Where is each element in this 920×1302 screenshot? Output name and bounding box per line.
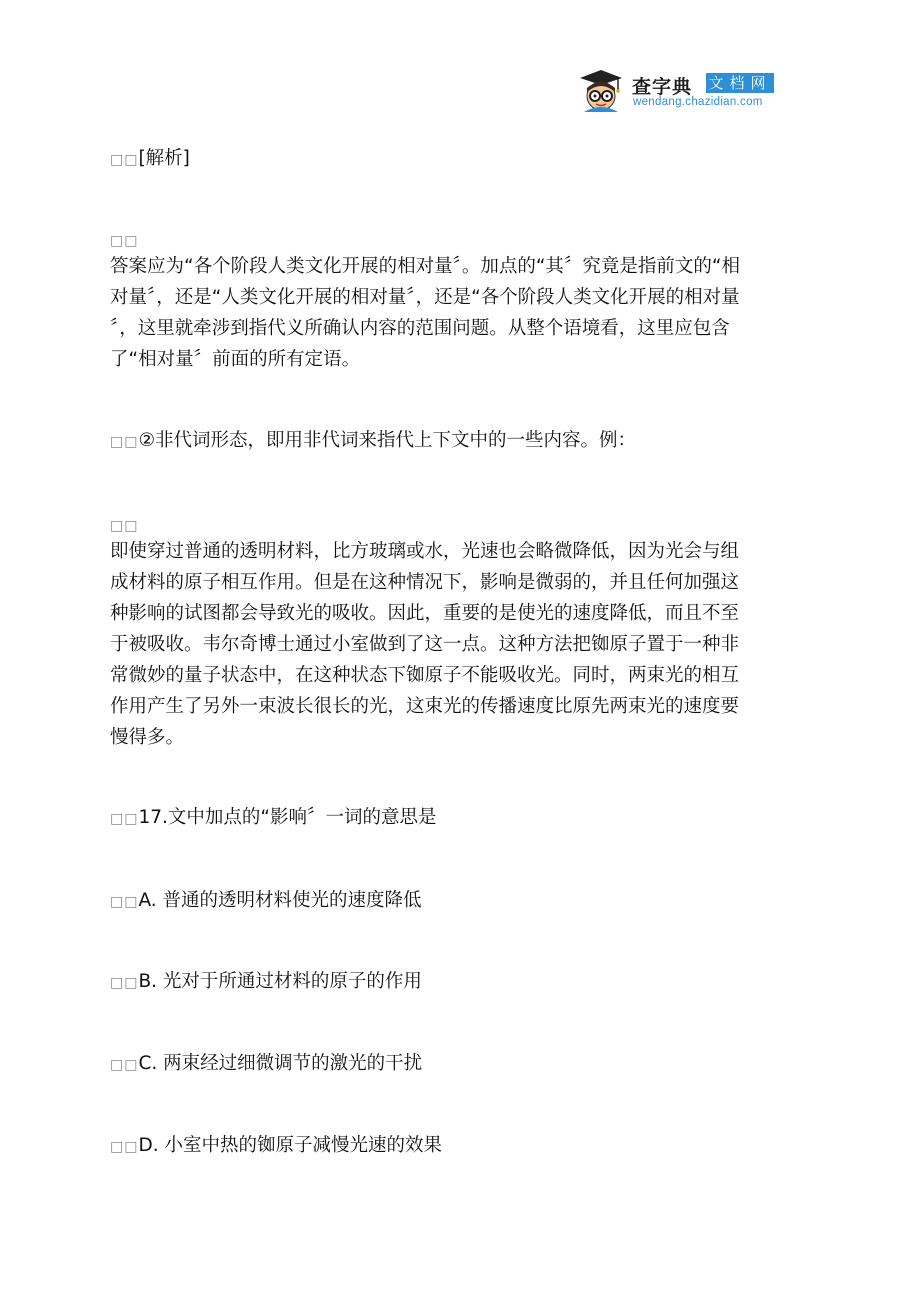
answer-line: 〞，这里就牵涉到指代义所确认内容的范围问题。从整个语境看，这里应包含 — [110, 318, 730, 339]
marker-boxes: □□ — [110, 518, 139, 534]
option-b-text: B. 光对于所通过材料的原子的作用 — [138, 971, 422, 992]
passage-line: 种影响的试图都会导致光的吸收。因此，重要的是使光的速度降低，而且不至 — [110, 603, 740, 624]
option-d[interactable] — [110, 1132, 442, 1161]
marker-boxes: □□ — [110, 152, 139, 168]
answer-line: 答案应为“各个阶段人类文化开展的相对量〞。加点的“其〞究竟是指前文的“相 — [110, 256, 741, 277]
option-a-text: A. 普通的透明材料使光的速度降低 — [138, 890, 422, 911]
mascot-icon — [576, 68, 626, 114]
option-c[interactable] — [110, 1050, 422, 1079]
marker-boxes: □□ — [110, 811, 139, 827]
passage-line: 常微妙的量子状态中，在这种状态下铷原子不能吸收光。同时，两束光的相互 — [110, 665, 740, 686]
passage-line: 即使穿过普通的透明材料，比方玻璃或水，光速也会略微降低，因为光会与组 — [110, 541, 740, 562]
marker-boxes: □□ — [110, 434, 139, 450]
passage-line: 于被吸收。韦尔奇博士通过小室做到了这一点。这种方法把铷原子置于一种非 — [110, 634, 740, 655]
passage-line: 成材料的原子相互作用。但是在这种情况下，影响是微弱的，并且任何加强这 — [110, 572, 740, 593]
option-a[interactable] — [110, 887, 422, 916]
answer-line: 了“相对量〞前面的所有定语。 — [110, 349, 361, 370]
passage-line: 作用产生了另外一束波长很长的光，这束光的传播速度比原先两束光的速度要 — [110, 696, 740, 717]
option-c-text: C. 两束经过细微调节的激光的干扰 — [138, 1053, 423, 1074]
option-b[interactable] — [110, 968, 422, 997]
marker-boxes: □□ — [110, 894, 139, 910]
answer-line: 对量〞，还是“人类文化开展的相对量〞，还是“各个阶段人类文化开展的相对量 — [110, 287, 740, 308]
point2-text: ②非代词形态，即用非代词来指代上下文中的一些内容。例： — [138, 430, 637, 451]
analysis-heading-line — [110, 145, 190, 174]
logo-badge: 文档网 — [706, 73, 774, 93]
site-logo[interactable] — [576, 68, 806, 114]
passage-line: 慢得多。 — [110, 727, 185, 748]
marker-boxes: □□ — [110, 1057, 139, 1073]
question-text: 17.文中加点的“影响〞一词的意思是 — [138, 807, 437, 828]
analysis-heading: [解析] — [138, 148, 190, 169]
option-d-text: D. 小室中热的铷原子减慢光速的效果 — [138, 1135, 442, 1156]
marker-boxes: □□ — [110, 233, 139, 249]
marker-boxes: □□ — [110, 1139, 139, 1155]
question-line — [110, 804, 436, 833]
answer-paragraph — [110, 251, 810, 375]
logo-name: 查字典 — [632, 76, 693, 98]
point2-line — [110, 427, 636, 456]
logo-url: wendang.chazidian.com — [633, 96, 763, 108]
passage-paragraph — [110, 536, 810, 753]
marker-boxes: □□ — [110, 975, 139, 991]
